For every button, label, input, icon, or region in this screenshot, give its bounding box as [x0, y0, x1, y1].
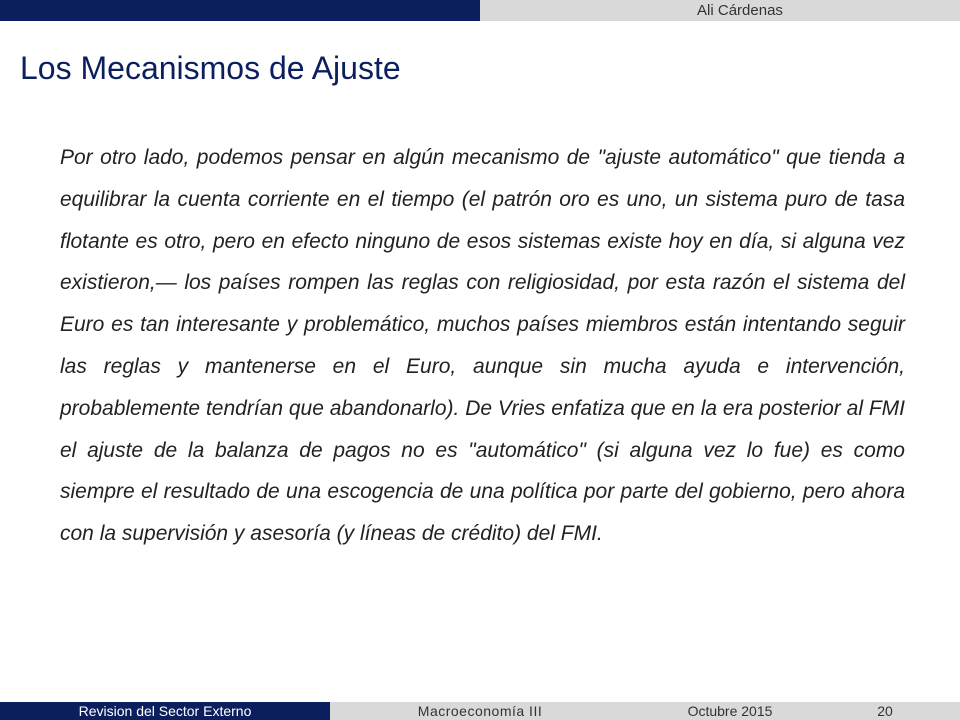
footer-course-label: Macroeconomía III — [330, 702, 630, 720]
slide-body-text: Por otro lado, podemos pensar en algún mecanismo de "ajuste automático" que tienda a equilibrar la cuenta corriente en el tiempo (el patrón oro es uno, un sistema puro de tasa flotante es otro, pero en efecto ninguno de esos sistemas existe hoy en día, si alguna vez existieron,— los países rompen las reglas con religiosidad, por esta razón el sistema del Euro es tan interesante y problemático, muchos países miembros están intentando seguir las reglas y mantenerse en el Euro, aunque sin mucha ayuda e intervención, probablemente tendrían que abandonarlo). De Vries enfatiza que en la era posterior al FMI el ajuste de la balanza de pagos no es "automático" (si alguna vez lo fue) es como siempre el resultado de una escogencia de una política por parte del gobierno, pero ahora con la supervisión y asesoría (y líneas de crédito) del FMI. — [60, 146, 905, 546]
top-bar-accent — [0, 0, 480, 21]
footer-section-label: Revision del Sector Externo — [0, 702, 330, 720]
slide-number: 20 — [877, 703, 893, 719]
author-label: Ali Cárdenas — [697, 2, 783, 19]
footer-date: Octubre 2015 — [687, 703, 773, 719]
slide-title: Los Mecanismos de Ajuste — [20, 50, 401, 86]
